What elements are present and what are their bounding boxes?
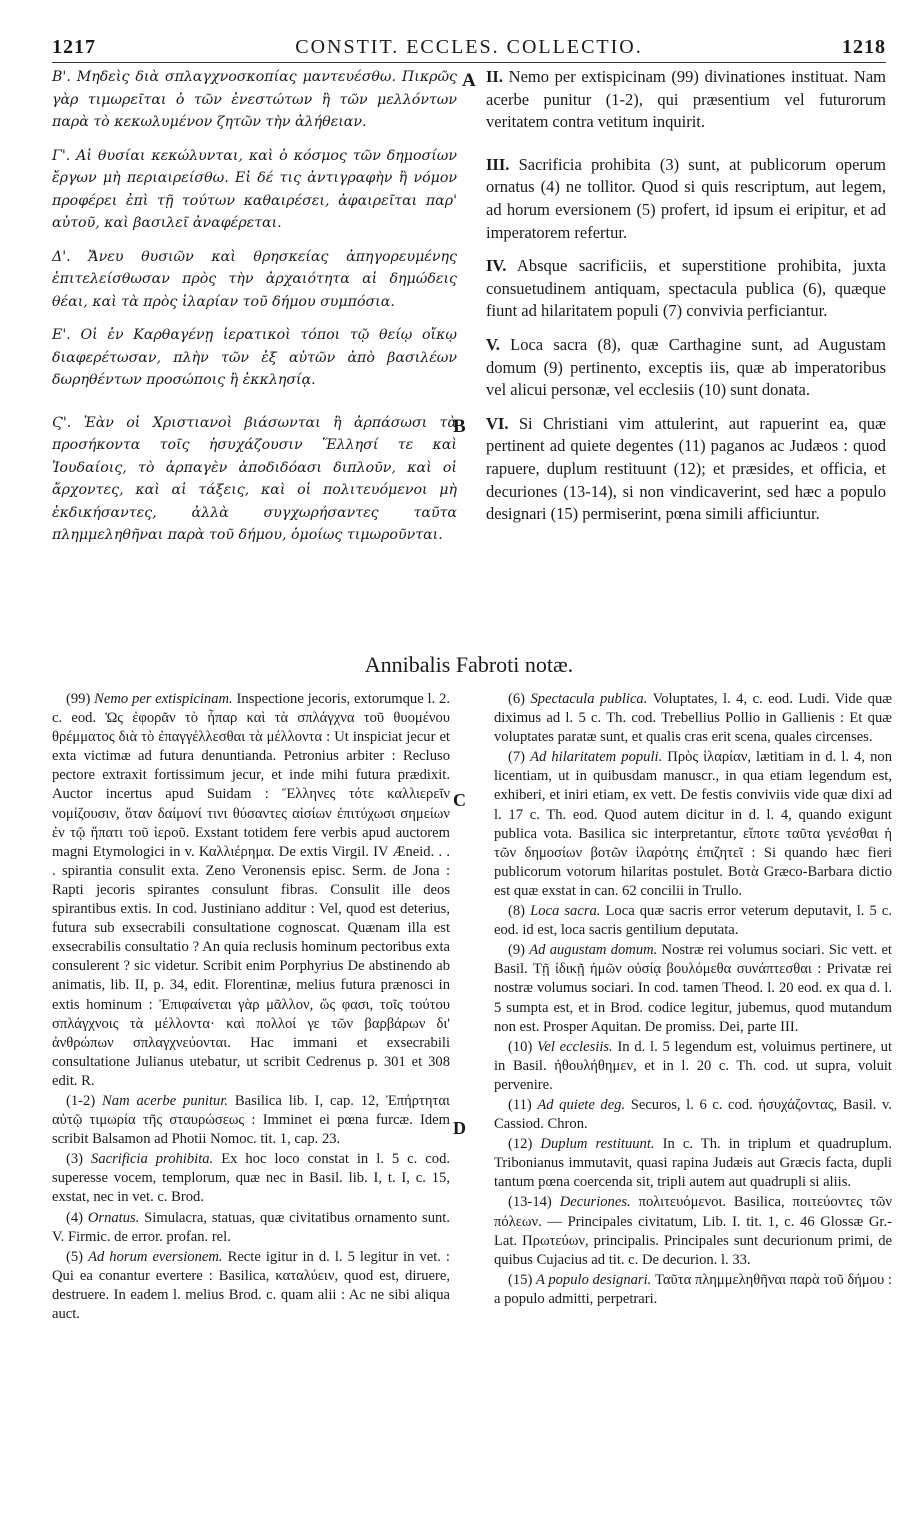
margin-letter-b: B: [453, 416, 466, 437]
note-text: Πρὸς ἱλαρίαν, lætitiam in d. l. 4, non licentiam, ut in quibusdam manuscr., in qua etiam legendum est, exhiberi, et iniri etiam, ex vett. De festis conviviis vide quæ dixi ad l. 17 c. Th. eod. Quod autem dicitur in d. l. 4, quando exigunt publica vota. Basilica sic interpretantur, εἴποτε ταῦτα γενέσθαι ἡ τῶν δημοσίων βοτῶν ἱλαρότης ἐπιζητεῖ : Si quando hæc fieri publicorum votorum hilaritas postulet. Βοτὰ Græco-Barbara dictio est quæ exstat in can. 62 concilii in Trullo.: [494, 749, 892, 899]
note-ref: (6): [508, 691, 526, 707]
page-number-right: 1218: [842, 36, 886, 58]
running-head: [52, 36, 886, 63]
latin-paragraph-text: Sacrificia prohibita (3) sunt, at publicorum operum ornatus (4) ne tollitor. Quod si quis rescriptum, aut legem, ad horum eversionem (5) profert, id ipsum ei eripitur, et ad imperatorem refertur.: [486, 154, 886, 242]
note-text: Loca quæ sacris error veterum deputavit, l. 5 c. eod. id est, loca sacris gentilium deputata.: [494, 903, 893, 939]
note-lemma: Sacrificia prohibita.: [91, 1151, 214, 1168]
note-ref: (4): [66, 1209, 84, 1226]
note-item: [494, 1193, 892, 1269]
note-text: Securos, l. 6 c. cod. ἡσυχάζοντας, Basil. v. Cassiod. Chron.: [494, 1096, 892, 1133]
note-lemma: Ad horum eversionem.: [88, 1248, 223, 1265]
latin-paragraph: [486, 334, 886, 402]
note-item: [52, 1092, 450, 1149]
note-item: [52, 1209, 450, 1247]
greek-section-number: Β'.: [52, 69, 71, 85]
note-lemma: Vel ecclesiis.: [537, 1038, 613, 1055]
notes-column-left: [52, 690, 450, 1325]
running-title: CONSTIT. ECCLES. COLLECTIO.: [295, 36, 643, 58]
note-text: Recte igitur in d. l. 5 legitur in vet. : Qui ea conantur evertere : Basilica, καταλύειν, quod est, diruere, destruere. In eadem l. melius Brod. c. quam alii : Ac ne sibi aliqua auct.: [52, 1248, 450, 1322]
latin-paragraph: [486, 66, 886, 134]
footnotes: [52, 690, 893, 1530]
greek-section-number: Δ'.: [52, 248, 71, 265]
latin-section-number: VI.: [486, 413, 509, 433]
note-text: Basilica lib. I, cap. 12, Ἐπήρτηται αὐτῷ τιμωρία τῆς σταυρώσεως : Imminet ei pœna furcæ. Idem scribit Balsamon ad Photii Nomoc. tit. 1, cap. 23.: [52, 1092, 450, 1148]
latin-section-number: IV.: [486, 256, 507, 276]
latin-paragraph-text: Absque sacrificiis, et superstitione prohibita, juxta consuetudinem antiquam, spectacula publica (6), quæque fiunt ad hilaritatem populi (7) convivia perficiantur.: [486, 256, 886, 321]
note-lemma: Loca sacra.: [530, 903, 601, 920]
greek-section-number: Ε'.: [52, 327, 71, 343]
note-ref: (8): [508, 903, 526, 920]
notes-column-right: [494, 690, 892, 1310]
greek-paragraph: [52, 324, 457, 392]
note-item: [494, 902, 892, 940]
note-lemma: A populo designari.: [536, 1271, 652, 1288]
note-ref: (15): [508, 1271, 533, 1288]
note-item: [52, 1248, 450, 1324]
notes-heading: Annibalis Fabroti notæ.: [364, 652, 574, 677]
note-lemma: Decuriones.: [559, 1194, 631, 1211]
greek-paragraph-text: Αἱ θυσίαι κεκώλυνται, καὶ ὁ κόσμος τῶν δημοσίων ἔργων μὴ περιαιρείσθω. Εἰ δέ τις ἀντιγραφὴν ἢ νόμον προφέρει ἐπὶ τῇ τούτων καθαιρέσει, ἀφαιρεῖται παρ' αὐτοῦ, καὶ βασιλεῖ ἀναφέρεται.: [52, 147, 457, 231]
note-item: [52, 690, 450, 1091]
note-text: πολιτευόμενοι. Basilica, ποιτεύοντες τῶν πόλεων. — Principales civitatum, Lib. I. tit. 1, c. 46 Glossæ Gr.-Lat. Πρωτεύων, principalis. Principales sunt decurionum primi, de quibus Cujacius ad tit. c. De decurion. l. 33.: [494, 1194, 892, 1268]
greek-paragraph-text: Ἄνευ θυσιῶν καὶ θρησκείας ἀπηγορευμένης ἐπιτελείσθωσαν πρὸς τὴν ἀρχαιότητα αἱ δημώδεις θέαι, καὶ τὰ πρὸς ἱλαρίαν τοῦ δήμου συμπόσια.: [52, 248, 457, 310]
latin-paragraph: [486, 154, 886, 244]
note-ref: (9): [508, 942, 526, 959]
note-item: [494, 690, 892, 747]
greek-section-number: Γ'.: [52, 147, 71, 164]
greek-paragraph: [52, 412, 457, 547]
latin-column: [486, 66, 886, 537]
note-lemma: Ad quiete deg.: [537, 1096, 626, 1113]
latin-section-number: II.: [486, 67, 503, 86]
note-ref: (13-14): [508, 1194, 552, 1211]
latin-paragraph-text: Si Christiani vim attulerint, aut rapuerint ea, quæ pertinent ad quiete degentes (11) paganos ac Judæos : quod rapuere, duplum restituunt (12); et præsides, et officia, et decuriones (13-14), si non vindicaverint, sed hæc a populo designari (15) permiserint, pœna simili afficiuntur.: [486, 413, 886, 524]
greek-column: [52, 66, 457, 558]
latin-paragraph: [486, 413, 886, 526]
latin-paragraph-text: Loca sacra (8), quæ Carthagine sunt, ad Augustam domum (9) pertinento, exceptis iis, quæ ab imperatoribus vel alicui personæ, vel ecclesiis (10) sunt donata.: [486, 334, 886, 400]
greek-paragraph: [52, 246, 457, 314]
note-text: In d. l. 5 legendum est, voluimus pertinere, ut in Basil. ἠθουλήθημεν, et in l. 20 c. Th. cod. ut supra, voluit pervenire.: [494, 1038, 893, 1093]
latin-section-number: III.: [486, 154, 510, 174]
note-lemma: Ad augustam domum.: [529, 942, 658, 959]
note-item: [494, 1038, 892, 1095]
greek-paragraph: [52, 145, 457, 235]
text-columns: [52, 66, 886, 626]
margin-letter-d: D: [453, 1118, 466, 1138]
latin-section-number: V.: [486, 334, 500, 354]
note-item: [52, 1150, 450, 1207]
note-text: Voluptates, l. 4, c. eod. Ludi. Vide quæ diximus ad l. 5 c. Th. cod. Trebellius Pollio in Gallienis : Et quæ voluptates paratæ sunt, et qualis cras erit scena, quales circenses.: [494, 691, 892, 746]
margin-letter-a: A: [462, 70, 476, 91]
note-text: Ταῦτα πλημμεληθῆναι παρὰ τοῦ δήμου : a populo admitti, perpetrari.: [494, 1271, 892, 1307]
greek-paragraph-text: Οἱ ἐν Καρθαγένῃ ἱερατικοὶ τόποι τῷ θείῳ οἴκῳ διαφερέτωσαν, πλὴν τῶν ἐξ αὐτῶν ἀπὸ βασιλέων δωρηθέντων προσώποις ἢ ἐκκλησίᾳ.: [52, 327, 457, 388]
note-item: [494, 1096, 892, 1134]
note-ref: (3): [66, 1151, 84, 1168]
greek-paragraph-text: Ἐὰν οἱ Χριστιανοὶ βιάσωνται ἢ ἁρπάσωσι τὰ προσήκοντα τοῖς ἡσυχάζουσιν Ἕλλησί τε καὶ Ἰουδαίοις, τὸ ἁρπαγὲν ἀποδιδόασι διπλοῦν, καὶ οἱ ἄρχοντες, καὶ αἱ τάξεις, καὶ οἱ πολιτευόμενοι μὴ ἐκδικήσαντες, ἀλλὰ συγχωρήσαντες ταῦτα πλημμεληθῆναι παρὰ τοῦ δήμου, ὁμοίως τιμωροῦνται.: [52, 414, 457, 543]
note-item: [494, 1271, 892, 1309]
note-text: Simulacra, statuas, quæ civitatibus ornamento sunt. V. Firmic. de error. profan. rel.: [52, 1209, 450, 1245]
note-ref: (5): [66, 1248, 84, 1265]
note-ref: (11): [508, 1096, 532, 1113]
note-ref: (7): [508, 749, 526, 766]
note-item: [494, 748, 892, 901]
note-lemma: Ad hilaritatem populi.: [530, 749, 663, 766]
note-lemma: Duplum restituunt.: [540, 1136, 655, 1153]
note-text: Inspectione jecoris, extorumque l. 2. c. eod. Ὡς ἐφορᾶν τὸ ἧπαρ καὶ τὰ σπλάγχνα τοῦ θυομένου θρέμματος διὰ τὸ ἐπαγγέλλεσθαι τὰ μέλλοντα : Ut inspiciat jecur et exta victimæ ad futura denuntianda. Petronius arbiter : Recluso pectore extraxit fortissimum jecur, et inde mihi futura prædixit. Auctor incertus apud Suidam : Ἕλληνες τότε καλλιερεῖν νομίζουσιν, ὅταν δαίμονί τινι θύσαντες αἰσίων ἐπιτύχωσι σημείων ἐν τῷ ἥπατι τοῦ ἱεροῦ. Exstant totidem fere verbis apud auctorem magni Etymologici in v. Καλλιέρημα. De extis Virgil. IV Æneid. . . . spirantia consulit exta. Zeno Veronensis episc. Serm. de Jona : Rapti jecoris spirantes consulunt fibras. Consulit ille deos spirantibus extis. In cod. Justiniano additur : Vel, quod est deterius, futura sub exsecrabili consultatione cognoscat. Quænam illa est exsecrabilis consultatio ? An quia reclusis hominum pectoribus exta consulerent ? sic videtur. Scribit enim Porphyrius De abstinendo ab animatis, lib. II, p. 34, edit. Florentinæ, melius futura prænosci in extis hominum : Ἐπιφαίνεται γὰρ μᾶλλον, ὥς φασι, τοῖς τούτου σπλάγχνοις τὰ μέλλοντα· καὶ πολλοί γε τῶν βαρβάρων δι' ἀνθρώπων σπλαγχνεύονται. Hac immani et exsecrabili consultatione Julianus utebatur, ut scribit Cedrenus p. 301 et 308 edit. R.: [52, 691, 450, 1089]
note-ref: (12): [508, 1136, 533, 1153]
note-ref: (99): [66, 691, 91, 707]
note-lemma: Nemo per extispicinam.: [94, 691, 233, 707]
note-text: Nostræ rei volumus sociari. Sic vett. et Basil. Τῇ ἰδικῇ ἡμῶν οὐσίᾳ βουλόμεθα συνάπτεσθαι : Privatæ rei nostræ volumus sociari. In cod. tamen Theod. l. 20 eod. ex qua d. l. 5 sumpta est, et in Brod. codice legitur, jubemus, quod mutandum non est. Prosper Aquitan. De promiss. Dei, parte III.: [494, 942, 892, 1035]
note-ref: (1-2): [66, 1092, 96, 1109]
latin-paragraph: [486, 255, 886, 323]
note-lemma: Spectacula publica.: [530, 691, 648, 707]
greek-paragraph-text: Μηδεὶς διὰ σπλαγχνοσκοπίας μαντευέσθω. Πικρῶς γὰρ τιμωρεῖται ὁ τῶν ἐνεστώτων ἢ τῶν μελλόντων παρὰ τὸ κεκωλυμένον ζητῶν τὴν ἀλήθειαν.: [52, 69, 457, 130]
note-lemma: Nam acerbe punitur.: [102, 1092, 229, 1109]
latin-paragraph-text: Nemo per extispicinam (99) divinationes instituat. Nam acerbe punitur (1-2), qui præsentium vel futurorum veritatem contra vetitum inquirit.: [486, 67, 886, 132]
note-text: Ex hoc loco constat in l. 5 c. cod. superesse vocem, templorum, quæ nec in Basil. lib. I, t. I, c. 15, exstat, nec in vet. c. Brod.: [52, 1151, 451, 1206]
greek-section-number: Ϛ'.: [52, 414, 72, 431]
page-number-left: 1217: [52, 36, 96, 58]
note-ref: (10): [508, 1038, 533, 1055]
note-text: In c. Th. in triplum et quadruplum. Tribonianus immutavit, quasi rapina Judæis aut Græcis facta, dupli tantum pœna coercenda sit, tripli autem aut quadrupli si aliis.: [494, 1136, 892, 1191]
note-item: [494, 1135, 892, 1192]
greek-paragraph: [52, 66, 457, 134]
margin-letter-c: C: [453, 790, 466, 810]
note-lemma: Ornatus.: [87, 1209, 140, 1226]
note-item: [494, 941, 892, 1036]
